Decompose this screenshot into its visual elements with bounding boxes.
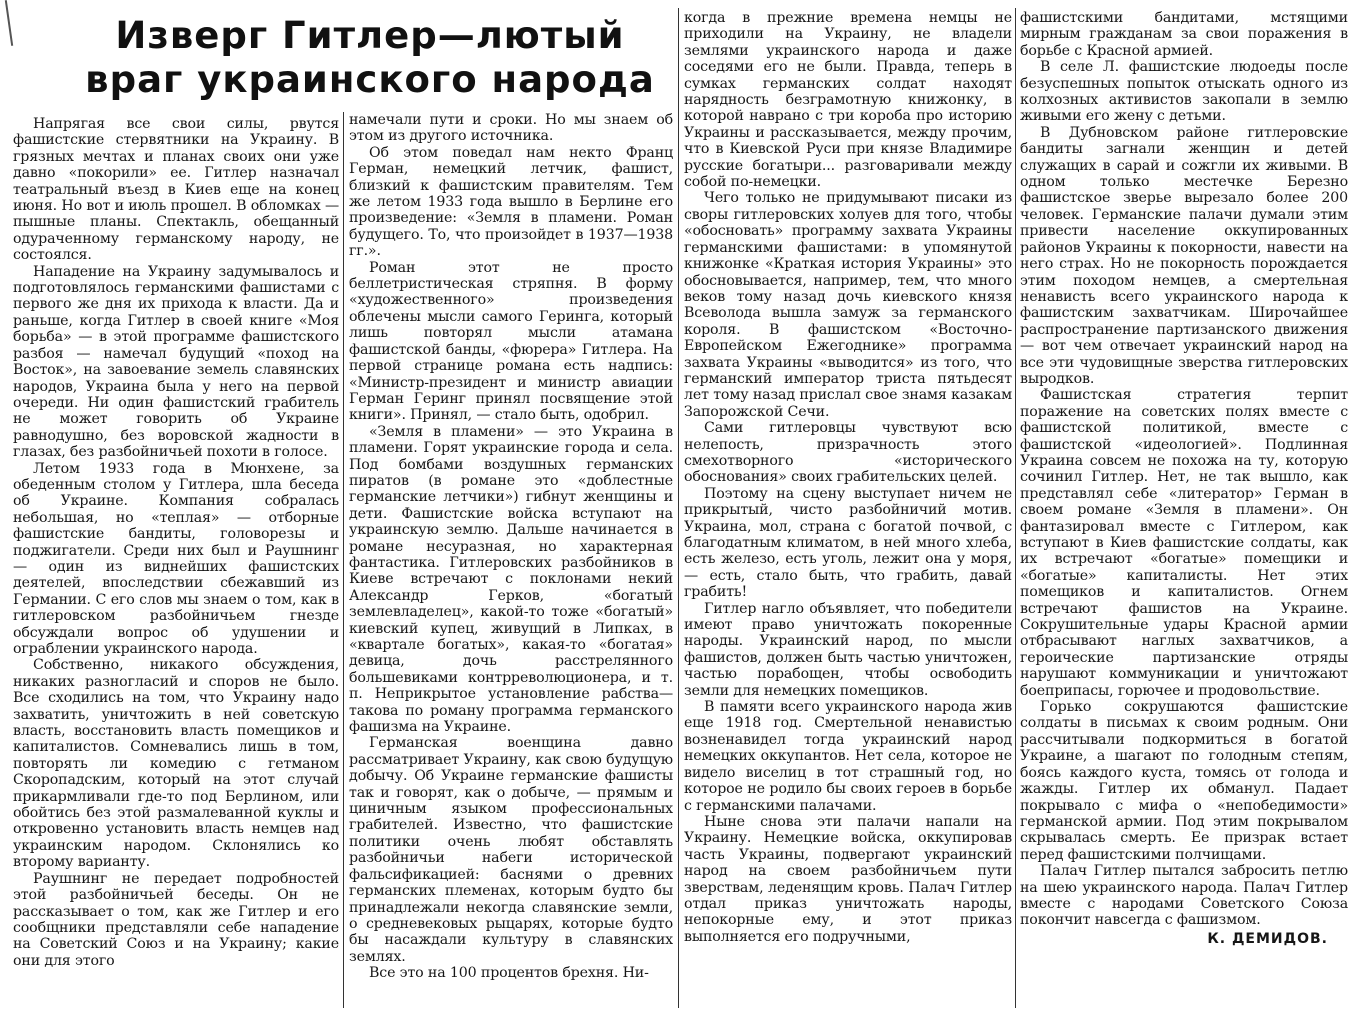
column-divider — [343, 112, 344, 1008]
article-column-2 — [349, 112, 673, 1008]
paragraph: Поэтому на сцену выступает ничем не прикрытый, чисто разбойничий мотив. Украина, мол, страна с богатой почвой, с благодатным климатом, в ней много хлеба, есть железо, есть уголь, лежит она у моря, — есть, стало быть, что грабить, давай грабить! — [684, 485, 1012, 601]
paragraph: Ныне снова эти палачи напали на Украину. Немецкие войска, оккупировав часть Украины, подвергают украинский народ на своем разбойничьем пути зверствам, леденящим кровь. Палач Гитлер отдал приказ уничтожать народы, непокорные ему, и этот приказ выполняется его подручными, — [684, 813, 1012, 945]
paragraph: когда в прежние времена немцы не приходили на Украину, не владели землями украинского народа и даже соседями его не были. Правда, теперь в сумках германских солдат находят нарядность безграмотную книжонку, в которой наврано с три короба про историю Украины и рассказывается, между прочим, что в Киевской Руси при князе Владимире русские богатыри... разговаривали между собой по-немецки. — [684, 10, 1012, 191]
column-divider — [1015, 8, 1016, 1008]
paragraph: В памяти всего украинского народа жив еще 1918 год. Смертельной ненавистью возненавидел тогда украинский народ немецких оккупантов. Нет села, которое не видело виселиц в тот страшный год, но которое не родило бы своих героев в борьбе с германскими палачами. — [684, 699, 1012, 814]
paragraph: Гитлер нагло объявляет, что победители имеют право уничтожать покоренные народы. Украинский народ, по мысли фашистов, должен быть частью уничтожен, частью порабощен, чтобы освободить земли для немецких помещиков. — [684, 600, 1012, 699]
paragraph: Чего только не придумывают писаки из своры гитлеровских холуев для того, чтобы «обосновать» программу захвата Украины германскими фашистами: в упомянутой книжонке «Краткая история Украины» это обосновывается, например, тем, что много веков тому назад дочь киевского князя Всеволода вышла замуж за германского короля. В фашистском «Восточно-Европейском Ежегоднике» программа захвата Украины «выводится» из того, что германский император триста пятьдесят лет тому назад прислал свое знамя казакам Запорожской Сечи. — [684, 190, 1012, 420]
paragraph: Фашистская стратегия терпит поражение на советских полях вместе с фашистской политикой, вместе с фашистской «идеологией». Подлинная Украина совсем не похожа на ту, которую сочинил Гитлер. Нет, не так вышло, как представлял себе «литератор» Герман в своем романе «Земля в пламени». Он фантазировал вместе с Гитлером, как вступают в Киев фашистские солдаты, как их встречают «богатые» помещики и «богатые» капиталисты. Нет этих помещиков и капиталистов. Огнем встречают фашистов на Украине. Сокрушительные удары Красной армии отбрасывают наглых захватчиков, а героические партизанские отряды нарушают коммуникации и уничтожают боеприпасы, горючее и продовольствие. — [1020, 387, 1348, 699]
paragraph: Сами гитлеровцы чувствуют всю нелепость, призрачность этого смехотворного «исторического обоснования» своих грабительских целей. — [684, 420, 1012, 486]
paragraph: Нападение на Украину задумывалось и подготовлялось германскими фашистами с первого же дня их прихода к власти. Да и раньше, когда Гитлер в своей книге «Моя борьба» — в этой программе фашистского разбоя — намечал будущий «поход на Восток», на завоевание земель славянских народов, Украина была у него на первой очереди. Ни один фашистский грабитель не может говорить об Украине равнодушно, без воровской жадности в глазах, без разбойничьей похоти в голосе. — [13, 263, 339, 461]
paragraph: Об этом поведал нам некто Франц Герман, немецкий летчик, фашист, близкий к фашистским правителям. Тем же летом 1933 года вышло в Берлине его произведение: «Земля в пламени. Роман будущего. То, что произойдет в 1937—1938 гг.». — [349, 144, 673, 260]
column-divider — [678, 8, 679, 1008]
headline-line-2: враг украинского народа — [85, 58, 655, 101]
paragraph: Германская военщина давно рассматривает Украину, как свою будущую добычу. Об Украине германские фашисты так и говорят, как о добыче, — прямым и циничным языком профессиональных грабителей. Известно, что фашистские политики очень любят обставлять разбойничьи набеги исторической фальсификацией: баснями о древних германских племенах, которым будто бы принадлежали некогда славянские земли, о средневековых рыцарях, которые будто бы насаждали культуру в славянских землях. — [349, 735, 673, 965]
paragraph: Все это на 100 процентов брехня. Ни- — [369, 965, 649, 982]
article-column-3 — [684, 10, 1012, 1008]
paragraph: Палач Гитлер пытался забросить петлю на шею украинского народа. Палач Гитлер вместе с народами Советского Союза покончит навсегда с фашизмом. — [1020, 863, 1348, 929]
headline-line-1: Изверг Гитлер—лютый — [115, 14, 625, 57]
paragraph: намечали пути и сроки. Но мы знаем об этом из другого источника. — [349, 112, 673, 145]
paragraph: «Земля в пламени» — это Украина в пламени. Горят украинские города и села. Под бомбами воздушных германских пиратов (в романе это «доблестные германские летчики») гибнут женщины и дети. Фашистские войска вступают на украинскую землю. Дальше начинается в романе несуразная, но характерная фантастика. Гитлеровских разбойников в Киеве встречают с поклонами некий Александр Герков, «богатый землевладелец», какой-то тоже «богатый» киевский купец, живущий в Липках, в «квартале богатых», какая-то «богатая» девица, дочь расстрелянного большевиками контрреволюционера, и т. п. Неприкрытое установление рабства—такова по роману программа германского фашизма на Украине. — [349, 423, 673, 736]
article-headline — [60, 14, 680, 106]
paragraph: Летом 1933 года в Мюнхене, за обеденным столом у Гитлера, шла беседа об Украине. Компания собралась небольшая, но «теплая» — отборные фашистские бандиты, головорезы и поджигатели. Среди них был и Раушнинг — один из виднейших фашистских деятелей, впоследствии сбежавший из Германии. С его слов мы знаем о том, как в гитлеровском разбойничьем гнезде обсуждали вопрос об удушении и ограблении украинского народа. — [13, 460, 339, 657]
paragraph: Горько сокрушаются фашистские солдаты в письмах к своим родным. Они рассчитывали подкормиться в богатой Украине, а шагают по голодным степям, боясь каждого куста, томясь от голода и жажды. Гитлер их обманул. Падает покрывало с мифа о «непобедимости» германской армии. Под этим покрывалом скрывалась смерть. Ее призрак встает перед фашистскими полчищами. — [1020, 699, 1348, 863]
paragraph: Напрягая все свои силы, рвутся фашистские стервятники на Украину. В грязных мечтах и планах своих они уже давно «покорили» ее. Гитлер назначал театральный въезд в Киев еще на конец июня. Но вот и июль прошел. В обломках — пышные планы. Спектакль, обещанный одураченному германскому народу, не состоялся. — [13, 116, 339, 264]
author-signature: К. ДЕМИДОВ. — [1207, 930, 1328, 947]
paragraph: фашистскими бандитами, мстящими мирным гражданам за свои поражения в борьбе с Красной армией. — [1020, 10, 1348, 59]
paragraph: В Дубновском районе гитлеровские бандиты загнали женщин и детей служащих в сарай и сожгли их живыми. В одном только местечке Березно фашистское зверье вырезало более 200 человек. Германские палачи думали этим привести население оккупированных районов Украины к покорности, навести на него страх. Но не покорность порождается этим походом немцев, а смертельная ненависть всего украинского народа к фашистским захватчикам. Широчайшее распространение партизанского движения — вот чем отвечает украинский народ на все эти чудовищные зверства гитлеровских выродков. — [1020, 124, 1348, 387]
margin-mark — [5, 0, 13, 46]
paragraph: Роман этот не просто беллетристическая стряпня. В форму «художественного» произведения облечены мысли самого Геринга, который лишь повторял мысли атамана фашистской банды, «фюрера» Гитлера. На первой странице романа есть надпись: «Министр-президент и министр авиации Герман Геринг принял посвящение этой книги». Принял, — стало быть, одобрил. — [349, 259, 673, 424]
paragraph: Раушнинг не передает подробностей этой разбойничьей беседы. Он не рассказывает о том, как же Гитлер и его сообщники представляли себе нападение на Советский Союз и на Украину; какие они для этого — [13, 870, 339, 969]
paragraph: В селе Л. фашистские людоеды после безуспешных попыток отыскать одного из колхозных активистов закопали в землю живыми его жену с детьми. — [1020, 59, 1348, 125]
paragraph: Собственно, никакого обсуждения, никаких разногласий и споров не было. Все сходились на том, что Украину надо захватить, уничтожить в ней советскую власть, восстановить власть помещиков и капиталистов. Сомневались лишь в том, повторять ли комедию с гетманом Скоропадским, который на этот случай прикармливали где-то под Берлином, или обойтись без этой размалеванной куклы и откровенно установить власть немцев над украинским народом. Склонялись ко второму варианту. — [13, 657, 339, 871]
article-column-1 — [13, 116, 339, 1006]
article-column-4 — [1020, 10, 1348, 1008]
